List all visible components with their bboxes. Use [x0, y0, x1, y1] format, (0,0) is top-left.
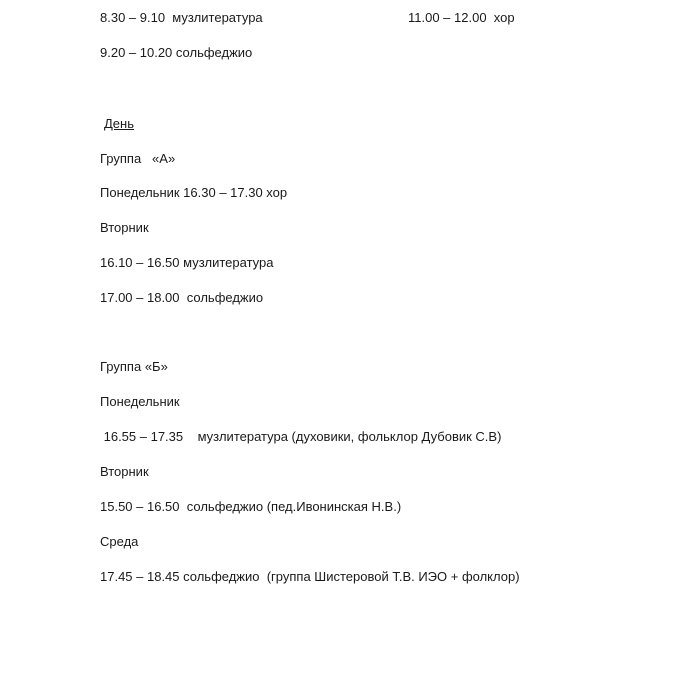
- group-b-title: Группа «Б»: [100, 359, 168, 374]
- morning-line-1-left: 8.30 – 9.10 музлитература: [100, 10, 263, 25]
- group-b-monday: Понедельник: [100, 394, 180, 409]
- group-b-monday-item-1: 16.55 – 17.35 музлитература (духовики, фольклор Дубовик С.В): [100, 429, 502, 444]
- group-a-tuesday-item-2: 17.00 – 18.00 сольфеджио: [100, 290, 264, 305]
- group-b-wednesday: Среда: [100, 534, 139, 549]
- morning-line-2: 9.20 – 10.20 сольфеджио: [100, 45, 253, 60]
- group-b-tuesday-item-1: 15.50 – 16.50 сольфеджио (пед.Ивонинская Н.В.): [100, 499, 402, 514]
- group-b-wednesday-item-1: 17.45 – 18.45 сольфеджио (группа Шистеровой Т.В. ИЭО + фолклор): [100, 569, 520, 584]
- group-a-tuesday-item-1: 16.10 – 16.50 музлитература: [100, 255, 274, 270]
- group-a-tuesday: Вторник: [100, 220, 149, 235]
- group-a-title: Группа «А»: [100, 151, 176, 166]
- group-a-monday: Понедельник 16.30 – 17.30 хор: [100, 185, 288, 200]
- morning-line-1-right: 11.00 – 12.00 хор: [408, 10, 515, 25]
- group-b-tuesday: Вторник: [100, 464, 149, 479]
- day-heading: День: [104, 116, 134, 131]
